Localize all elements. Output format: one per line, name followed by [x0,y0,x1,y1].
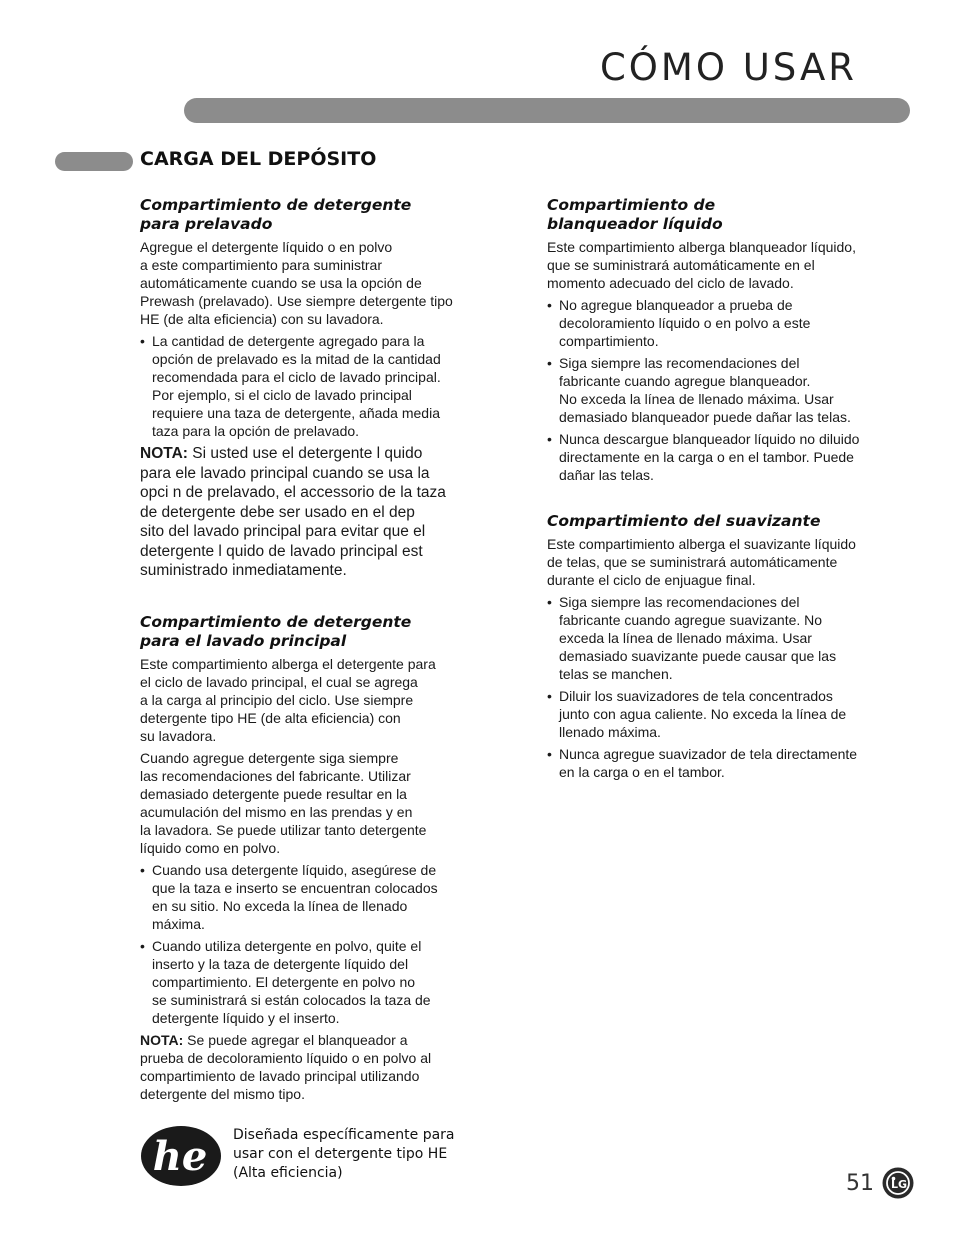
prewash-body: Agregue el detergente líquido o en polvo a este compartimiento para suministrar automáticamente cuando se usa la opción de Prewash (prelavado). Use siempre detergente tipo HE (de alta eficiencia) con su lavadora. [140,239,453,327]
left-column [140,196,495,1107]
softener-heading: Compartimiento del suavizante [547,512,821,530]
prewash-bullets [140,332,495,440]
bleach-bullets [547,296,907,484]
prewash-note [140,444,495,581]
list-item: • Nunca descargue blanqueador líquido no diluido directamente en la carga o en el tambor. Puede dañar las telas. [547,430,907,484]
he-description: Diseñada específicamente para usar con el detergente tipo HE (Alta eficiencia) [233,1127,455,1181]
note-label: NOTA: [140,445,188,462]
section-marker [55,152,133,171]
note-text: Se puede agregar el blanqueador a prueba de decoloramiento líquido o en polvo al compartimiento de lavado principal utilizando detergente del mismo tipo. [140,1031,432,1102]
main-wash-body-2: Cuando agregue detergente siga siempre las recomendaciones del fabricante. Utilizar demasiado detergente puede resultar en la acumulación del mismo en las prendas y en la lavadora. Se puede utilizar tanto detergente líquido como en polvo. [140,749,427,856]
he-logo-text: he [152,1133,208,1180]
page-number: 51 [846,1171,874,1196]
softener-bullets [547,593,907,781]
note-label: NOTA: [140,1031,184,1048]
list-item: • Cuando utiliza detergente en polvo, quite el inserto y la taza de detergente líquido del compartimiento. El detergente en polvo no se suministrará si están colocados la taza de detergente líquido y el inserto. [140,937,495,1027]
note-text: Si usted use el detergente l quido para ele lavado principal cuando se usa la opci n de prelavado, el accessorio de la taza de detergente debe ser usado en el dep sito del lavado principal para evitar que el detergente l quido de lavado principal est suministrado inmediatamente. [140,445,446,579]
list-item: • No agregue blanqueador a prueba de decoloramiento líquido o en polvo a este compartimiento. [547,296,907,350]
main-wash-bullets [140,861,495,1027]
header-bar [184,98,910,123]
list-item: • Cuando usa detergente líquido, asegúrese de que la taza e inserto se encuentran colocados en su sitio. No exceda la línea de llenado máxima. [140,861,495,933]
he-logo-icon [140,1124,224,1188]
lg-logo-text: LG [890,1178,908,1191]
list-item: • Siga siempre las recomendaciones del fabricante cuando agregue suavizante. No exceda la línea de llenado máxima. Usar demasiado suavizante puede causar que las telas se manchen. [547,593,907,683]
prewash-heading: Compartimiento de detergente para prelavado [140,196,412,233]
main-wash-heading: Compartimiento de detergente para el lavado principal [140,612,412,650]
list-item: • Nunca agregue suavizador de tela directamente en la carga o en el tambor. [547,745,907,781]
bleach-heading: Compartimiento de blanqueador líquido [547,196,723,233]
list-item: • Diluir los suavizadores de tela concentrados junto con agua caliente. No exceda la línea de llenado máxima. [547,687,907,741]
softener-body: Este compartimiento alberga el suavizante líquido de telas, que se suministrará automáticamente durante el ciclo de enjuague final. [547,536,856,588]
right-column [547,196,907,785]
main-wash-note [140,1031,495,1103]
main-wash-body-1: Este compartimiento alberga el detergente para el ciclo de lavado principal, el cual se agrega a la carga al principio del ciclo. Use siempre detergente tipo HE (de alta eficiencia) con su lavadora. [140,655,436,744]
list-item: • Siga siempre las recomendaciones del fabricante cuando agregue blanqueador. No exceda la línea de llenado máxima. Usar demasiado blanqueador puede dañar las telas. [547,354,907,426]
he-info [140,1124,500,1188]
list-item: • La cantidad de detergente agregado para la opción de prelavado es la mitad de la cantidad recomendada para el ciclo de lavado principal. Por ejemplo, si el ciclo de lavado principal requiere una taza de detergente, añada media taza para la opción de prelavado. [140,332,495,440]
lg-logo-icon [882,1167,914,1199]
bleach-body: Este compartimiento alberga blanqueador líquido, que se suministrará automáticamente en el momento adecuado del ciclo de lavado. [547,239,856,291]
page-title: CÓMO USAR [599,46,857,89]
section-title: CARGA DEL DEPÓSITO [140,148,377,170]
